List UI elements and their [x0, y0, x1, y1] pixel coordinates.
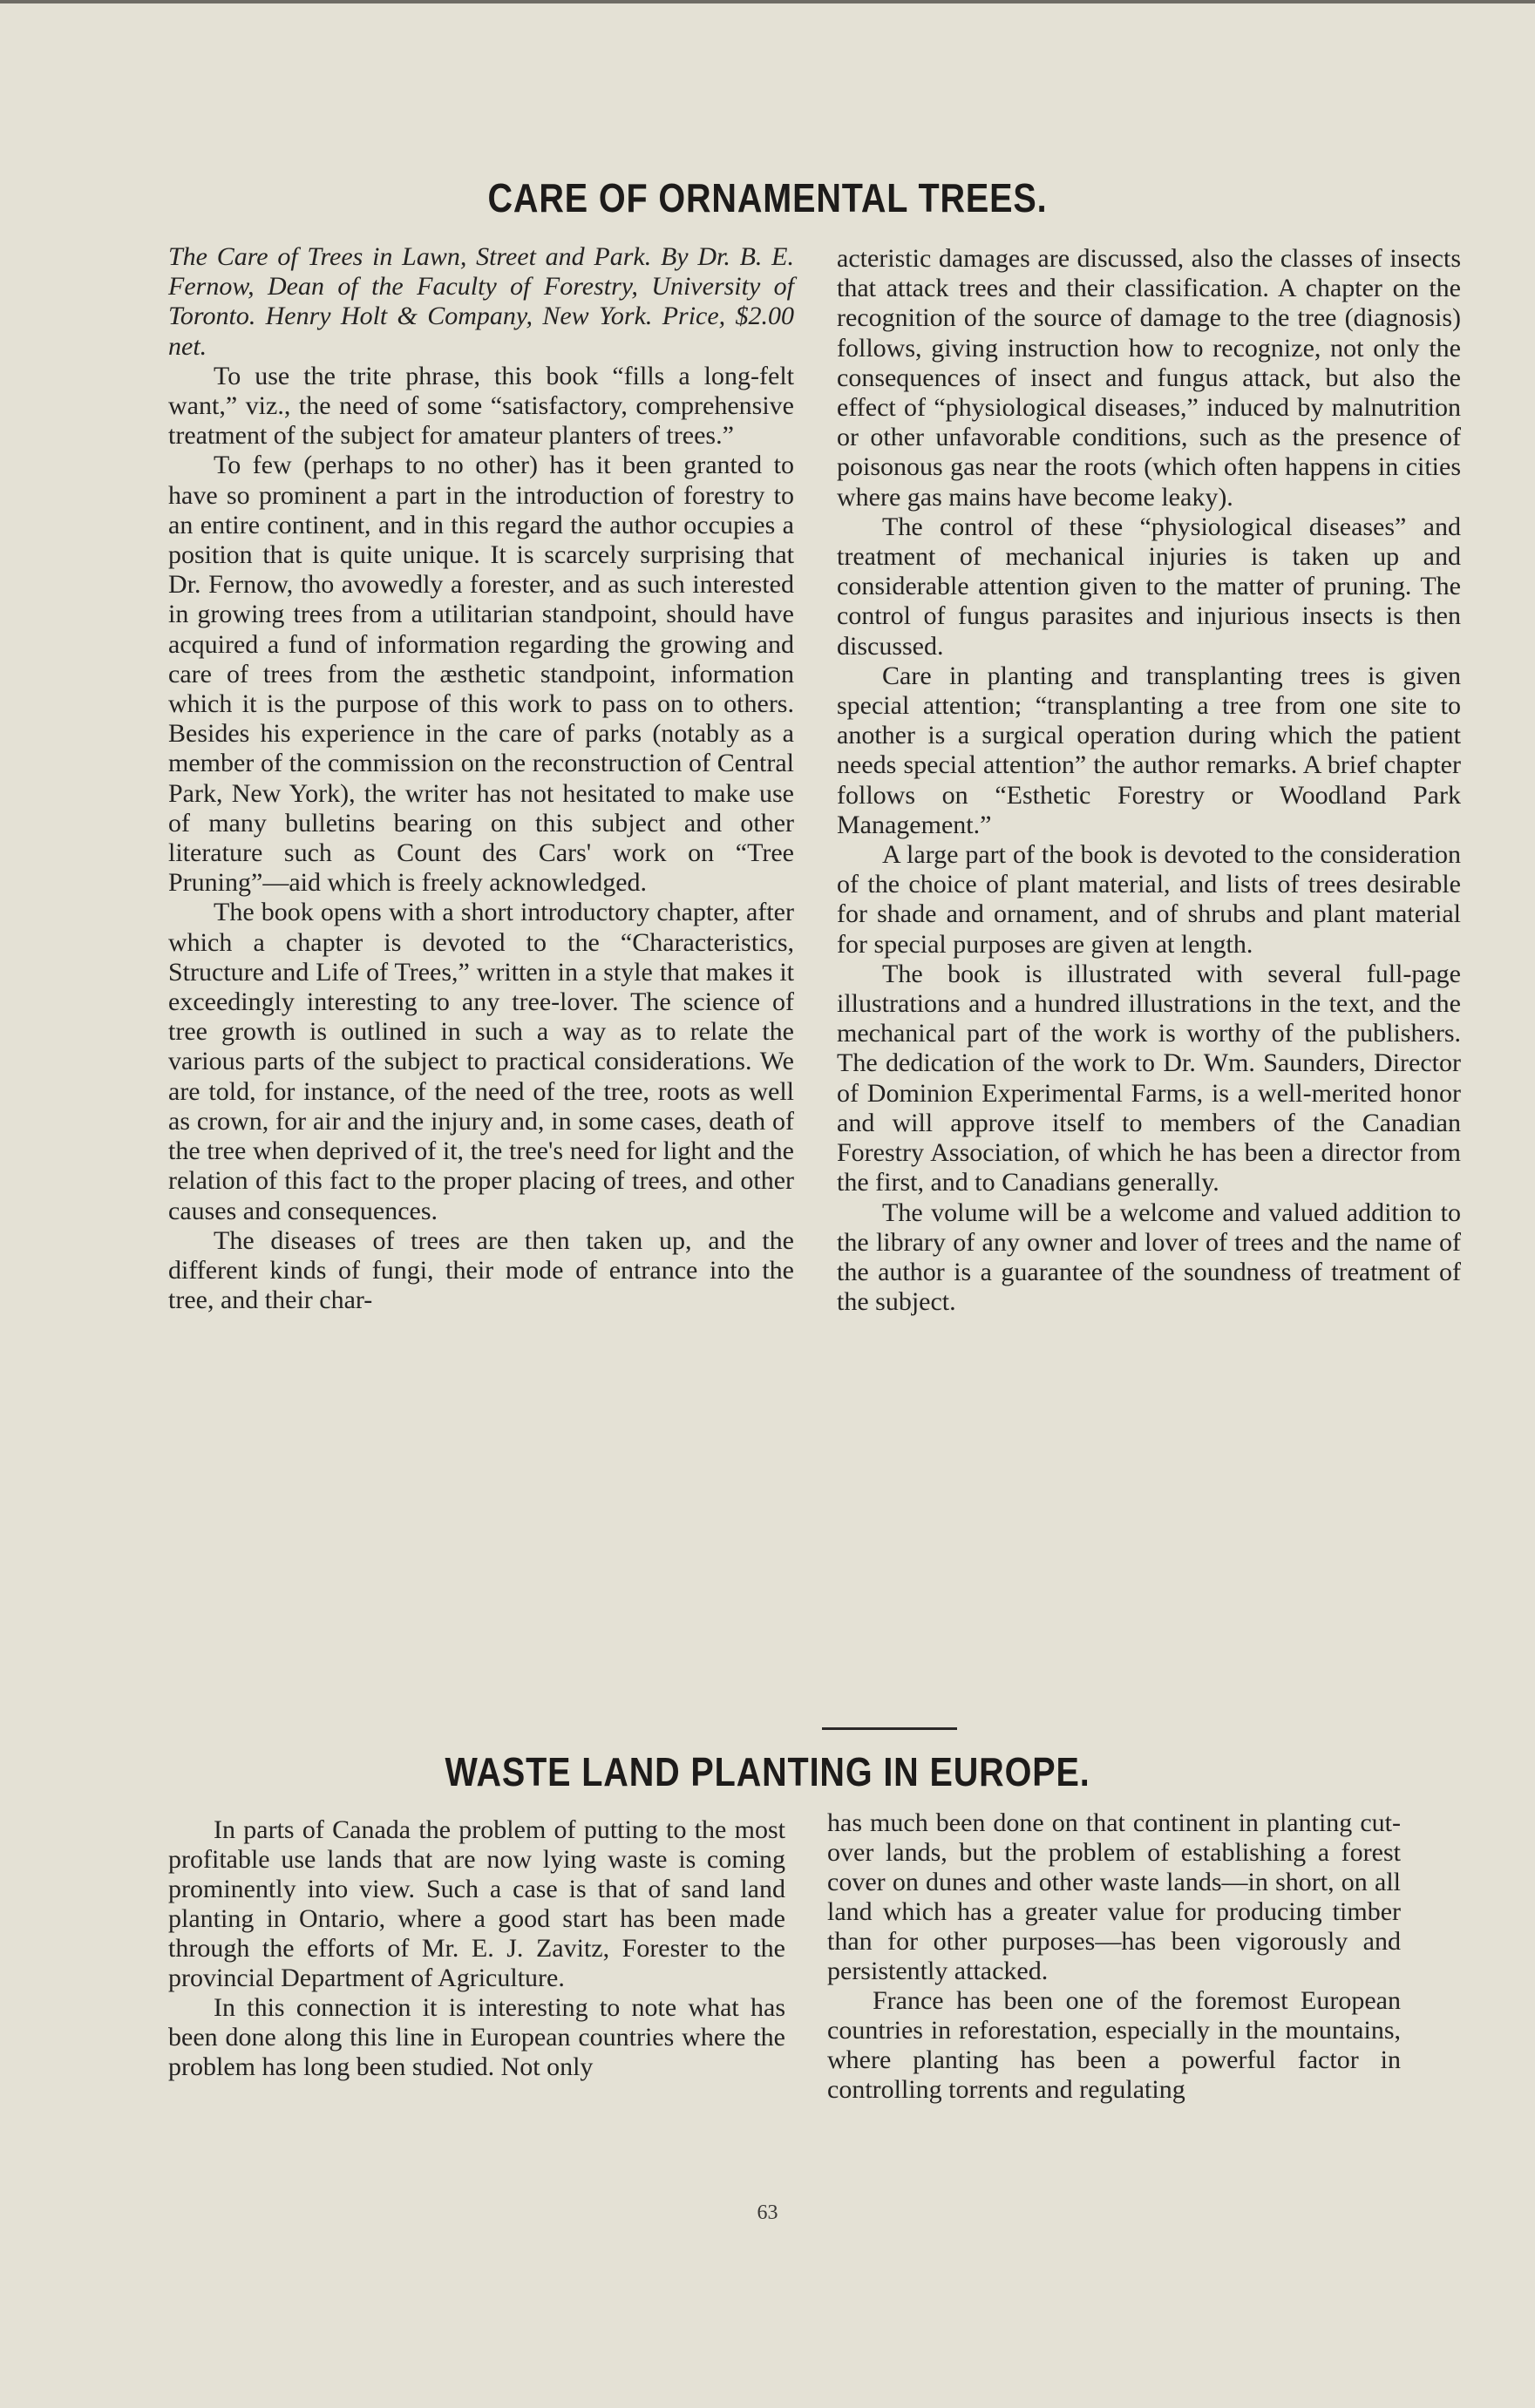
paragraph: In parts of Canada the problem of putting to the most profitable use lands that are now lying waste is coming prominently into view. Such a case is that of sand land planting in Ontario, where a good start has been made through the efforts of Mr. E. J. Zavitz, Forester to the provincial Department of Agriculture.: [168, 1815, 785, 1992]
article1-right-column: [837, 244, 1461, 1317]
paragraph: The control of these “physiological diseases” and treatment of mechanical injuries is taken up and considerable attention given to the matter of pruning. The control of fungus parasites and injurious insects is then discussed.: [837, 512, 1461, 661]
page-number: 63: [757, 2201, 778, 2224]
article1-left-column: [168, 242, 794, 1315]
paragraph: To use the trite phrase, this book “fills a long-felt want,” viz., the need of some “satisfactory, comprehensive treatment of the subject for amateur planters of trees.”: [168, 361, 794, 451]
paragraph: A large part of the book is devoted to the consideration of the choice of plant material, and lists of trees desirable for shade and ornament, and of shrubs and plant material for special purposes are given at length.: [837, 840, 1461, 959]
page-top-rule: [0, 0, 1535, 3]
paragraph: The diseases of trees are then taken up, and the different kinds of fungi, their mode of entrance into the tree, and their char-: [168, 1225, 794, 1315]
section-divider: [822, 1727, 957, 1730]
book-citation: The Care of Trees in Lawn, Street and Park. By Dr. B. E. Fernow, Dean of the Faculty of Forestry, University of Toronto. Henry Holt & Company, New York. Price, $2.00 net.: [168, 242, 794, 361]
paragraph: has much been done on that continent in planting cut-over lands, but the problem of establishing a forest cover on dunes and other waste lands—in short, on all land which has a greater value for producing timber than for other purposes—has been vigorously and persistently attacked.: [827, 1808, 1401, 1985]
article2-left-column: [168, 1815, 785, 2082]
paragraph: The book is illustrated with several full-page illustrations and a hundred illustrations in the text, and the mechanical part of the work is worthy of the publishers. The dedication of the work to Dr. Wm. Saunders, Director of Dominion Experimental Farms, is a well-merited honor and will approve itself to members of the Canadian Forestry Association, of which he has been a director from the first, and to Canadians generally.: [837, 959, 1461, 1197]
article-title-care-of-ornamental-trees: CARE OF ORNAMENTAL TREES.: [487, 175, 1048, 220]
paragraph: In this connection it is interesting to note what has been done along this line in European countries where the problem has long been studied. Not only: [168, 1993, 785, 2081]
article-title-waste-land-planting: WASTE LAND PLANTING IN EUROPE.: [445, 1749, 1090, 1794]
paragraph: acteristic damages are discussed, also the classes of insects that attack trees and their classification. A chapter on the recognition of the source of damage to the tree (diagnosis) follows, giving instruction how to recognize, not only the consequences of insect and fungus attack, but also the effect of “physiological diseases,” induced by malnutrition or other unfavorable conditions, such as the presence of poisonous gas near the roots (which often happens in cities where gas mains have become leaky).: [837, 244, 1461, 512]
paragraph: Care in planting and transplanting trees is given special attention; “transplanting a tree from one site to another is a surgical operation during which the patient needs special attention” the author remarks. A brief chapter follows on “Esthetic Forestry or Woodland Park Management.”: [837, 661, 1461, 839]
paragraph: France has been one of the foremost European countries in reforestation, especially in the mountains, where planting has been a powerful factor in controlling torrents and regulating: [827, 1986, 1401, 2104]
paragraph: The volume will be a welcome and valued addition to the library of any owner and lover of trees and the name of the author is a guarantee of the soundness of treatment of the subject.: [837, 1197, 1461, 1317]
article2-right-column: [827, 1808, 1401, 2105]
paragraph: The book opens with a short introductory chapter, after which a chapter is devoted to the “Characteristics, Structure and Life of Trees,” written in a style that makes it exceedingly interesting to any tree-lover. The science of tree growth is outlined in such a way as to relate the various parts of the subject to practical considerations. We are told, for instance, of the need of the tree, roots as well as crown, for air and the injury and, in some cases, death of the tree when deprived of it, the tree's need for light and the relation of this fact to the proper placing of trees, and other causes and consequences.: [168, 898, 794, 1225]
paragraph: To few (perhaps to no other) has it been granted to have so prominent a part in the introduction of forestry to an entire continent, and in this regard the author occupies a position that is quite unique. It is scarcely surprising that Dr. Fernow, tho avowedly a forester, and as such interested in growing trees from a utilitarian standpoint, should have acquired a fund of information regarding the growing and care of trees from the æsthetic standpoint, information which it is the purpose of this work to pass on to others. Besides his experience in the care of parks (notably as a member of the commission on the reconstruction of Central Park, New York), the writer has not hesitated to make use of many bulletins bearing on this subject and other literature such as Count des Cars' work on “Tree Pruning”—aid which is freely acknowledged.: [168, 451, 794, 898]
